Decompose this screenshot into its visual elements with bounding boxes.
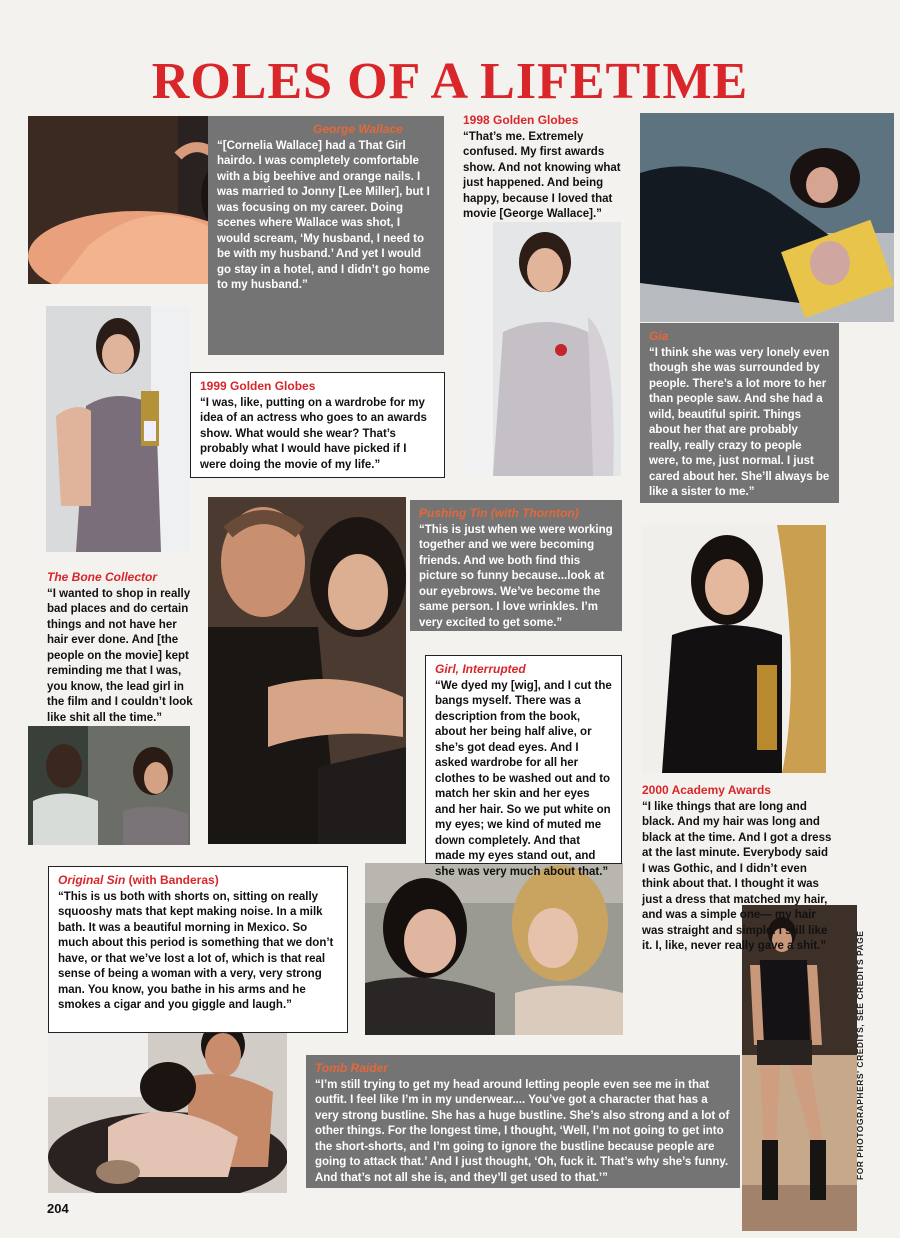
original-sin-photo <box>48 1017 287 1193</box>
tomb-raider-caption: Tomb Raider <box>315 1061 388 1075</box>
pushing-tin-quote: “This is just when we were working together and we were becoming friends. And we both find this picture so funny because...look at our eyebrows. We’ve become the same person. I love wrinkles. I’m very excited to get some.” <box>419 523 613 629</box>
pushing-tin-caption: Pushing Tin (with Thornton) <box>419 506 579 520</box>
george-wallace-caption: George Wallace <box>313 122 403 136</box>
globes-1998-caption: 1998 Golden Globes <box>463 113 579 127</box>
original-sin-caption <box>58 873 338 889</box>
girl-interrupted-caption: Girl, Interrupted <box>435 662 526 676</box>
girl-interrupted-box <box>425 655 622 878</box>
academy-2000-photo <box>642 525 826 773</box>
gia-caption: Gia <box>649 329 669 343</box>
globes-1999-box <box>190 372 445 478</box>
gia-quote: “I think she was very lonely even though she was surrounded by people. There’s a lot more to her than people saw. And she had a wild, beautiful spirit. Things about her that are probably really, really crazy to people were, to me, just normal. I just cared about her. She’ll always be like a sister to me.” <box>649 346 830 498</box>
george-wallace-box <box>208 116 444 355</box>
gia-box <box>640 323 839 503</box>
academy-2000-caption: 2000 Academy Awards <box>642 783 771 797</box>
bone-collector-quote: “I wanted to shop in really bad places and do certain things and not have her hair ever done. And [the people on the movie] kept reminding me that I was, you know, the lead girl in the film and I couldn’t look like shit all the time.” <box>47 587 193 724</box>
gia-photo <box>640 113 894 322</box>
academy-2000-box <box>642 783 832 1043</box>
original-sin-caption-title: Original Sin <box>58 873 126 887</box>
pushing-tin-box <box>410 500 622 631</box>
pushing-tin-photo <box>208 497 406 844</box>
girl-interrupted-quote: “We dyed my [wig], and I cut the bangs myself. There was a description from the book, about her being half alive, or she’s got dead eyes. And I asked wardrobe for all her clothes to be washed out and to match her skin and her eyes and her hair. So we put white on my eyes; we kind of muted me down completely. And that made my eyes stand out, and she was very much about that.” <box>435 679 612 878</box>
globes-1999-quote: “I was, like, putting on a wardrobe for my idea of an actress who goes to an awards show. What would she wear? That’s probably what I would have picked if I were doing the movie of my life.” <box>200 396 427 471</box>
globes-1999-photo <box>46 306 190 552</box>
bone-collector-photo <box>28 726 190 845</box>
globes-1998-quote: “That’s me. Extremely confused. My first awards show. And not knowing what just happened. And being happy, because I loved that movie [George Wallace].” <box>463 130 621 220</box>
page-title: ROLES OF A LIFETIME <box>151 53 749 110</box>
academy-2000-quote: “I like things that are long and black. And my hair was long and black at the time. And I got a dress at the last minute. Everybody said I was Gothic, and I didn’t even think about that. I thought it was just a dress that matched my hair, and was a simple one— my hair was straight and simple. I still like it. I, like, never really gave a shit.” <box>642 800 832 952</box>
tomb-raider-box <box>306 1055 740 1188</box>
globes-1999-caption: 1999 Golden Globes <box>200 379 316 393</box>
tomb-raider-quote: “I’m still trying to get my head around letting people even see me in that outfit. I feel like I’m in my underwear.... You’ve got a character that has a very strong bustline. She has a huge bustline. She’s also strong and a lot of other things. For the longest time, I thought, ‘Well, I’m not going to get into the short-shorts, and I’m going to ignore the bustline because people are going to attack that.’ And I just thought, ‘Oh, fuck it. That’s why she’s funny. And that’s not all she is, and they’ll get used to that.’” <box>315 1078 730 1184</box>
original-sin-quote: “This is us both with shorts on, sitting on really squooshy mats that kept making noise. In a milk bath. It was a beautiful morning in Mexico. So much about this period is something that we don’t have, or that we’ve lost a lot of, which is that real sense of being a woman with a very, very strong man. You know, you bathe in his arms and he smokes a cigar and you giggle and laugh.” <box>58 890 334 1011</box>
original-sin-box <box>48 866 348 1033</box>
photo-credits: FOR PHOTOGRAPHERS' CREDITS, SEE CREDITS PAGE <box>855 930 865 1180</box>
bone-collector-caption: The Bone Collector <box>47 570 158 584</box>
globes-1998-box <box>463 113 623 218</box>
original-sin-caption-sub: (with Banderas) <box>125 873 219 887</box>
bone-collector-box <box>47 570 197 724</box>
page-number: 204 <box>47 1201 69 1216</box>
girl-interrupted-photo <box>365 863 623 1035</box>
globes-1998-photo <box>463 222 621 476</box>
george-wallace-quote: “[Cornelia Wallace] had a That Girl hairdo. I was completely comfortable with a big beehive and orange nails. I was married to Jonny [Lee Miller], but I was focusing on my career. Doing scenes where Wallace was shot, I would scream, ‘My husband, I need to be with my husband.’ And yet I would go stay in a hotel, and I didn’t go home to my husband.” <box>217 139 430 291</box>
